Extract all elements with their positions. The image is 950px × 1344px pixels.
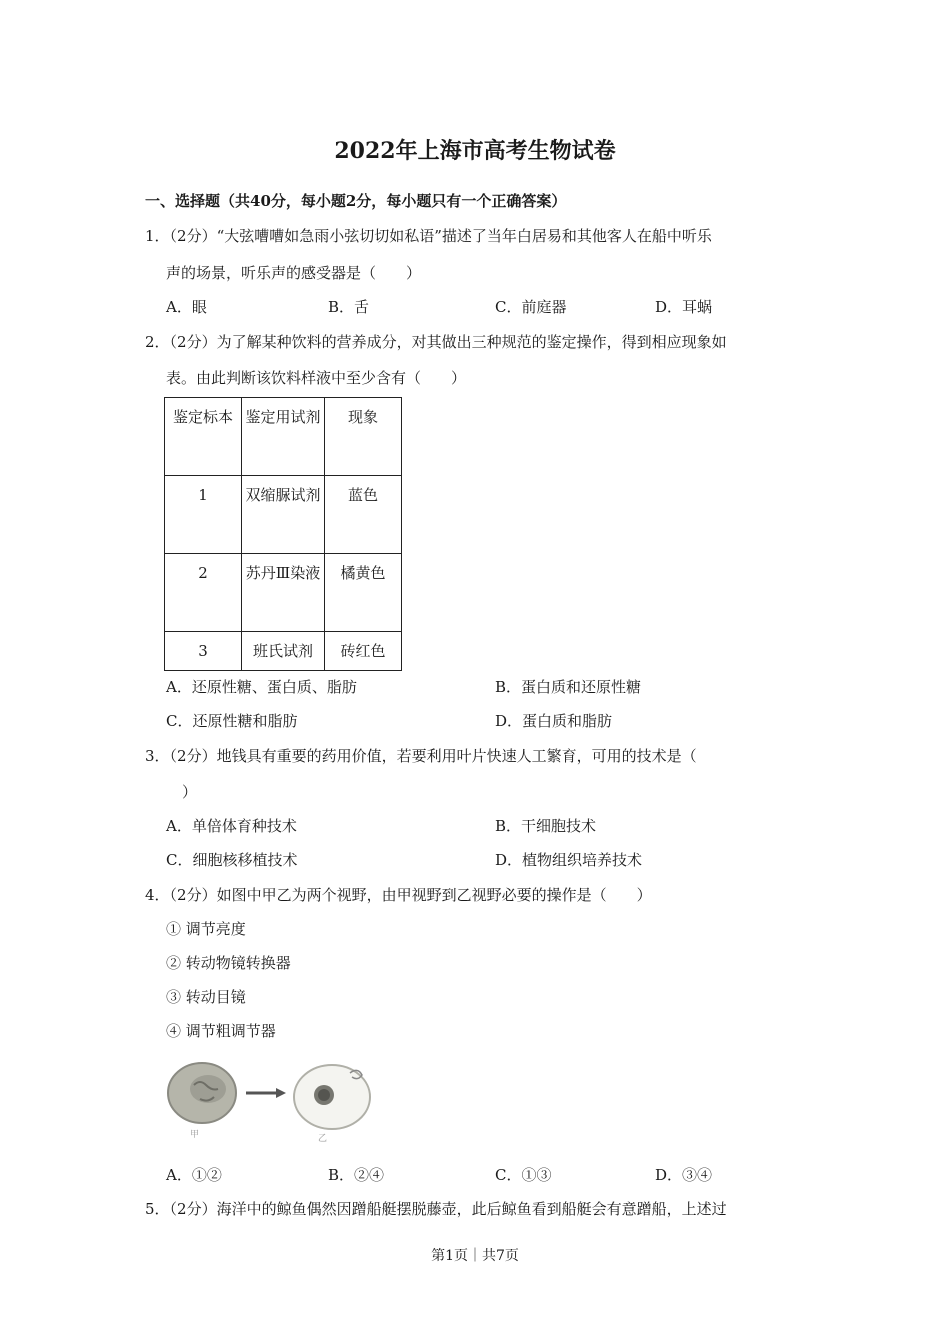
page-footer: 第1页｜共7页	[431, 1248, 519, 1264]
table-header-reagent: 鉴定用试剂	[242, 398, 325, 476]
q2-reagent-table	[164, 397, 402, 671]
fig-label-yi: 乙	[318, 1134, 328, 1144]
table-header-sample: 鉴定标本	[165, 398, 242, 476]
table-cell: 橘黄色	[325, 554, 402, 632]
q4-option-d: D．③④	[655, 1166, 713, 1184]
q4-step-1: ① 调节亮度	[166, 920, 246, 938]
page-title: 2022年上海市高考生物试卷	[334, 138, 616, 164]
table-cell: 1	[165, 476, 242, 554]
q1-option-b: B．舌	[328, 298, 370, 316]
table-cell: 3	[165, 632, 242, 671]
q2-option-a: A．还原性糖、蛋白质、脂肪	[166, 678, 357, 696]
q3-option-a: A．单倍体育种技术	[166, 817, 297, 835]
q2-option-d: D．蛋白质和脂肪	[495, 712, 613, 730]
q2-option-b: B．蛋白质和还原性糖	[495, 678, 642, 696]
q3-option-c: C．细胞核移植技术	[166, 851, 298, 869]
q1-option-c: C．前庭器	[495, 298, 567, 316]
table-cell: 双缩脲试剂	[242, 476, 325, 554]
q1-option-a: A．眼	[166, 298, 207, 316]
q4-step-4: ④ 调节粗调节器	[166, 1022, 276, 1040]
q4-option-a: A．①②	[166, 1166, 222, 1184]
q1-option-d: D．耳蜗	[655, 298, 713, 316]
q1-text-line1: 1．（2分）“大弦嘈嘈如急雨小弦切切如私语”描述了当年白居易和其他客人在船中听乐	[145, 227, 712, 245]
q4-step-3: ③ 转动目镜	[166, 988, 246, 1006]
table-cell: 砖红色	[325, 632, 402, 671]
q4-option-b: B．②④	[328, 1166, 385, 1184]
table-cell: 蓝色	[325, 476, 402, 554]
table-cell: 苏丹Ⅲ染液	[242, 554, 325, 632]
view-yi-image	[294, 1065, 370, 1129]
q3-option-b: B．干细胞技术	[495, 817, 597, 835]
q5-text-line1: 5．（2分）海洋中的鲸鱼偶然因蹭船艇摆脱藤壶，此后鲸鱼看到船艇会有意蹭船，上述过	[145, 1200, 727, 1218]
table-cell: 班氏试剂	[242, 632, 325, 671]
q4-text-line1: 4．（2分）如图中甲乙为两个视野，由甲视野到乙视野必要的操作是（ ）	[145, 886, 652, 904]
fig-label-jia: 甲	[190, 1130, 200, 1140]
q4-option-c: C．①③	[495, 1166, 552, 1184]
q3-text-line2: ）	[182, 783, 198, 801]
q2-text-line1: 2．（2分）为了解某种饮料的营养成分，对其做出三种规范的鉴定操作，得到相应现象如	[145, 333, 727, 351]
q2-text-line2: 表。由此判断该饮料样液中至少含有（ ）	[166, 369, 467, 387]
q3-text-line1: 3．（2分）地钱具有重要的药用价值，若要利用叶片快速人工繁育，可用的技术是（	[145, 747, 697, 765]
section-heading: 一、选择题（共40分，每小题2分，每小题只有一个正确答案）	[145, 192, 567, 210]
q3-option-d: D．植物组织培养技术	[495, 851, 643, 869]
q4-step-2: ② 转动物镜转换器	[166, 954, 291, 972]
table-cell: 2	[165, 554, 242, 632]
q2-option-c: C．还原性糖和脂肪	[166, 712, 298, 730]
table-header-phenomenon: 现象	[325, 398, 402, 476]
view-jia-image	[168, 1063, 236, 1123]
q1-text-line2: 声的场景，听乐声的感受器是（ ）	[166, 264, 422, 282]
arrow-icon	[246, 1088, 286, 1098]
